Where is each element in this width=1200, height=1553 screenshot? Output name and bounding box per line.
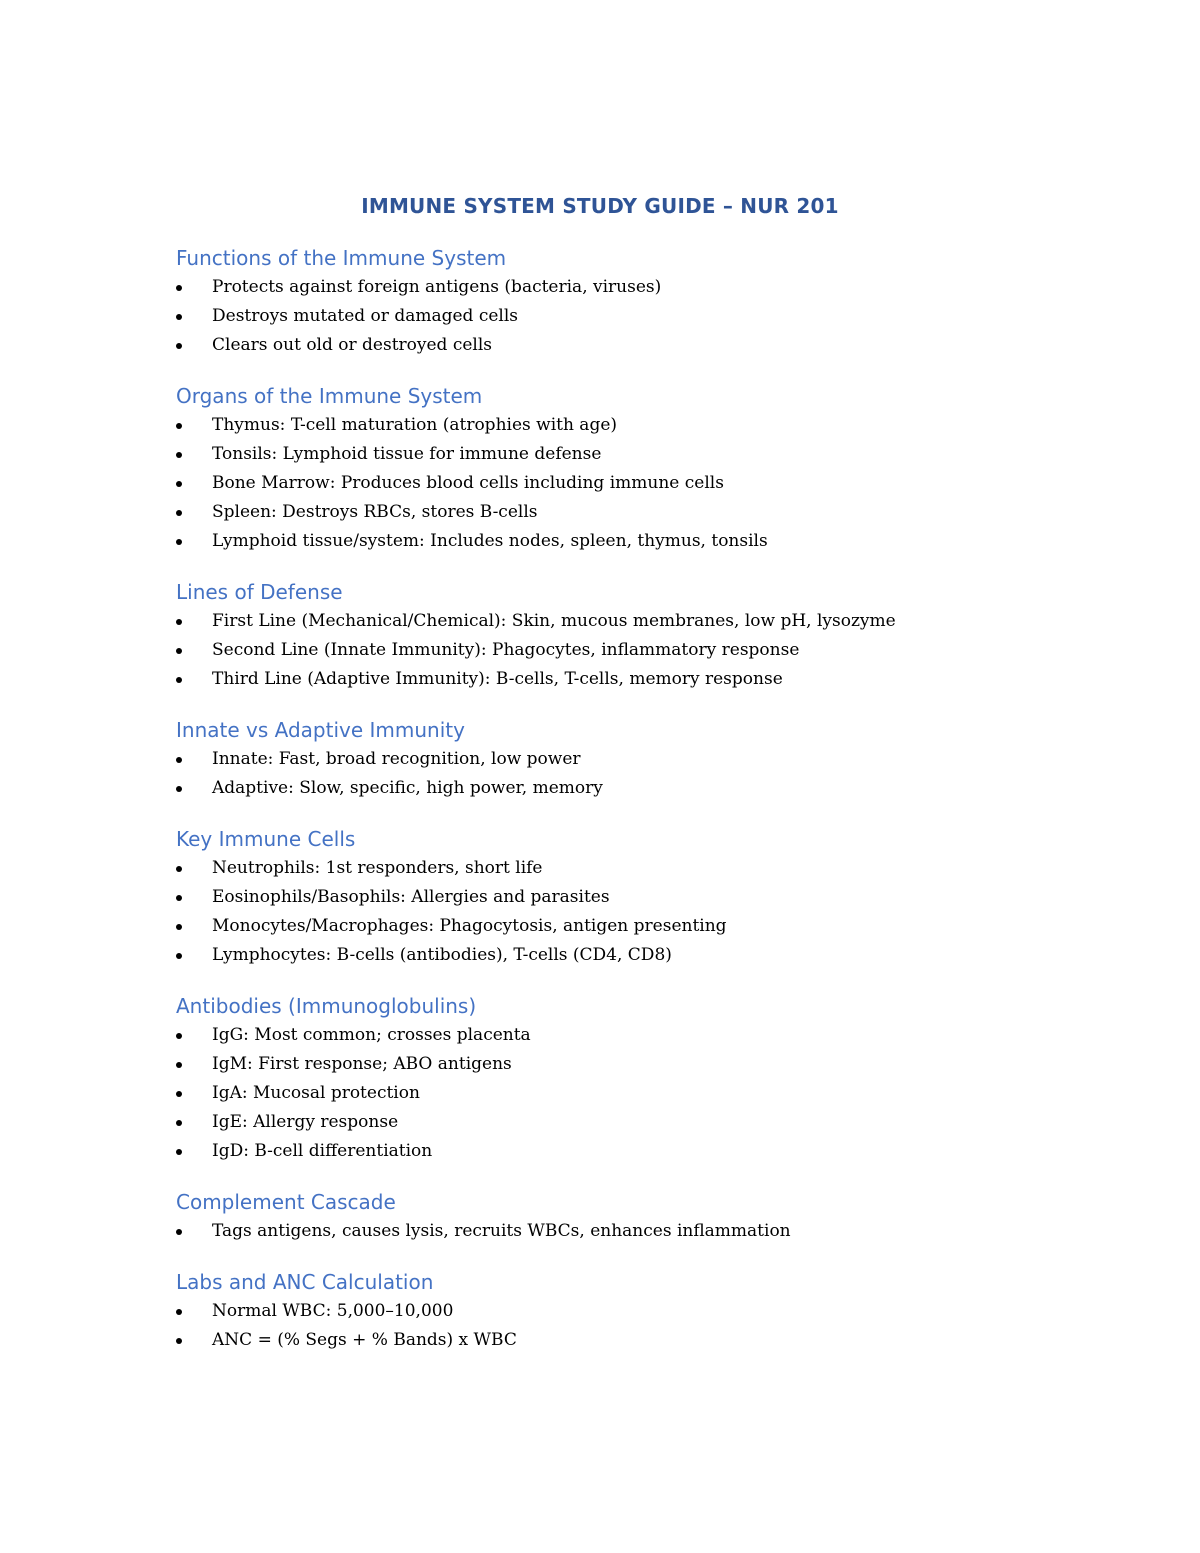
list-item-text: Tags antigens, causes lysis, recruits WBCs, enhances inflammation (212, 1221, 791, 1241)
section-labs-anc (176, 1267, 1036, 1355)
list-item-text: Eosinophils/Basophils: Allergies and parasites (212, 887, 610, 907)
bullet-icon (176, 883, 184, 912)
section-key-immune-cells (176, 824, 1036, 970)
list-item (176, 411, 1036, 440)
list-item-text: Protects against foreign antigens (bacteria, viruses) (212, 277, 662, 297)
section-heading: Lines of Defense (176, 580, 343, 604)
list-item (176, 854, 1036, 883)
bullet-icon (176, 302, 184, 331)
list-item (176, 1297, 1036, 1326)
title-block (176, 188, 1036, 224)
bullet-list (176, 1217, 1036, 1246)
bullet-icon (176, 527, 184, 556)
list-item-text: Innate: Fast, broad recognition, low power (212, 749, 581, 769)
bullet-icon (176, 498, 184, 527)
bullet-icon (176, 665, 184, 694)
list-item (176, 527, 1036, 556)
section-complement-cascade (176, 1187, 1036, 1246)
list-item-text: ANC = (% Segs + % Bands) x WBC (212, 1330, 517, 1350)
list-item-text: Destroys mutated or damaged cells (212, 306, 518, 326)
list-item-text: IgE: Allergy response (212, 1112, 399, 1132)
list-item (176, 1079, 1036, 1108)
list-item-text: Normal WBC: 5,000–10,000 (212, 1301, 454, 1321)
list-item (176, 440, 1036, 469)
list-item-text: Clears out old or destroyed cells (212, 335, 493, 355)
section-organs (176, 381, 1036, 556)
bullet-icon (176, 1217, 184, 1246)
list-item-text: First Line (Mechanical/Chemical): Skin, mucous membranes, low pH, lysozyme (212, 611, 896, 631)
list-item-text: Spleen: Destroys RBCs, stores B-cells (212, 502, 538, 522)
list-item-text: Neutrophils: 1st responders, short life (212, 858, 543, 878)
bullet-icon (176, 1050, 184, 1079)
bullet-icon (176, 273, 184, 302)
bullet-list (176, 273, 1036, 360)
bullet-icon (176, 854, 184, 883)
list-item-text: Lymphoid tissue/system: Includes nodes, spleen, thymus, tonsils (212, 531, 768, 551)
section-heading: Labs and ANC Calculation (176, 1270, 434, 1294)
bullet-list (176, 854, 1036, 970)
bullet-icon (176, 469, 184, 498)
bullet-icon (176, 1108, 184, 1137)
bullet-icon (176, 912, 184, 941)
bullet-icon (176, 331, 184, 360)
list-item (176, 912, 1036, 941)
list-item (176, 1108, 1036, 1137)
bullet-icon (176, 440, 184, 469)
list-item (176, 883, 1036, 912)
bullet-icon (176, 1137, 184, 1166)
list-item (176, 1021, 1036, 1050)
list-item-text: Thymus: T-cell maturation (atrophies with age) (212, 415, 618, 435)
list-item (176, 941, 1036, 970)
list-item (176, 607, 1036, 636)
document-title: IMMUNE SYSTEM STUDY GUIDE – NUR 201 (361, 194, 839, 218)
bullet-list (176, 1021, 1036, 1166)
list-item (176, 498, 1036, 527)
section-innate-vs-adaptive (176, 715, 1036, 803)
section-heading: Complement Cascade (176, 1190, 396, 1214)
list-item (176, 1137, 1036, 1166)
list-item (176, 665, 1036, 694)
bullet-icon (176, 1326, 184, 1355)
bullet-list (176, 411, 1036, 556)
bullet-icon (176, 411, 184, 440)
list-item-text: Bone Marrow: Produces blood cells including immune cells (212, 473, 724, 493)
list-item (176, 745, 1036, 774)
bullet-list (176, 607, 1036, 694)
section-lines-of-defense (176, 577, 1036, 694)
bullet-icon (176, 745, 184, 774)
section-antibodies (176, 991, 1036, 1166)
list-item-text: Tonsils: Lymphoid tissue for immune defense (212, 444, 602, 464)
list-item (176, 636, 1036, 665)
bullet-icon (176, 1021, 184, 1050)
section-heading: Functions of the Immune System (176, 246, 507, 270)
bullet-icon (176, 607, 184, 636)
bullet-list (176, 1297, 1036, 1355)
bullet-icon (176, 1297, 184, 1326)
list-item-text: Adaptive: Slow, specific, high power, memory (212, 778, 603, 798)
list-item-text: IgD: B-cell differentiation (212, 1141, 433, 1161)
list-item (176, 1326, 1036, 1355)
list-item-text: Lymphocytes: B-cells (antibodies), T-cells (CD4, CD8) (212, 945, 672, 965)
section-heading: Antibodies (Immunoglobulins) (176, 994, 477, 1018)
section-heading: Innate vs Adaptive Immunity (176, 718, 465, 742)
list-item (176, 774, 1036, 803)
list-item-text: Monocytes/Macrophages: Phagocytosis, antigen presenting (212, 916, 727, 936)
list-item-text: IgM: First response; ABO antigens (212, 1054, 512, 1074)
list-item (176, 302, 1036, 331)
document-page (176, 188, 1036, 1355)
bullet-list (176, 745, 1036, 803)
bullet-icon (176, 1079, 184, 1108)
list-item (176, 273, 1036, 302)
list-item (176, 469, 1036, 498)
section-functions (176, 243, 1036, 360)
bullet-icon (176, 774, 184, 803)
section-heading: Key Immune Cells (176, 827, 356, 851)
list-item-text: Third Line (Adaptive Immunity): B-cells, T-cells, memory response (212, 669, 783, 689)
list-item (176, 1050, 1036, 1079)
section-heading: Organs of the Immune System (176, 384, 483, 408)
list-item (176, 331, 1036, 360)
bullet-icon (176, 636, 184, 665)
list-item (176, 1217, 1036, 1246)
list-item-text: IgG: Most common; crosses placenta (212, 1025, 531, 1045)
list-item-text: Second Line (Innate Immunity): Phagocytes, inflammatory response (212, 640, 800, 660)
list-item-text: IgA: Mucosal protection (212, 1083, 420, 1103)
bullet-icon (176, 941, 184, 970)
